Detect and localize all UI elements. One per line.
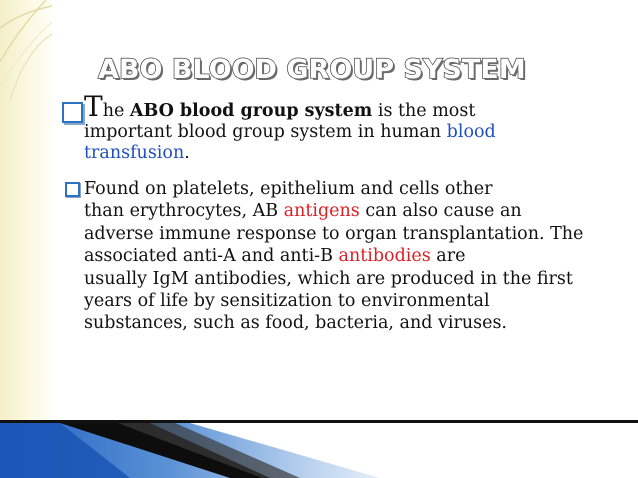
- antigens-link[interactable]: antigens: [283, 201, 360, 222]
- decorative-bottom-band: [0, 420, 638, 478]
- drop-cap-letter: T: [84, 90, 103, 123]
- decorative-curves: [0, 0, 52, 120]
- bullet-abo-definition: [62, 90, 622, 164]
- checkbox-bullet-icon: [65, 182, 80, 197]
- blood-link[interactable]: blood: [446, 122, 496, 142]
- bullet-text: The ABO blood group system is the most important blood group system in human blood transfusion.: [84, 90, 496, 163]
- transfusion-link[interactable]: transfusion: [84, 143, 185, 163]
- bullet-antigens-antibodies: [64, 178, 624, 335]
- bullet-text: Found on platelets, epithelium and cells other than erythrocytes, AB antigens can also cause an adverse immune response to organ transplantation. The associated anti-A and anti-B antibodies are usually IgM antibodies, which are produced in the first years of life by sensitization to environmental substances, such as food, bacteria, and viruses.: [84, 179, 584, 334]
- slide-title: ABO BLOOD GROUP SYSTEM: [98, 54, 526, 85]
- antibodies-link[interactable]: antibodies: [338, 246, 431, 267]
- bold-term: ABO blood group system: [129, 101, 373, 121]
- decorative-side-bar: [0, 0, 52, 420]
- checkbox-bullet-icon: [62, 102, 83, 123]
